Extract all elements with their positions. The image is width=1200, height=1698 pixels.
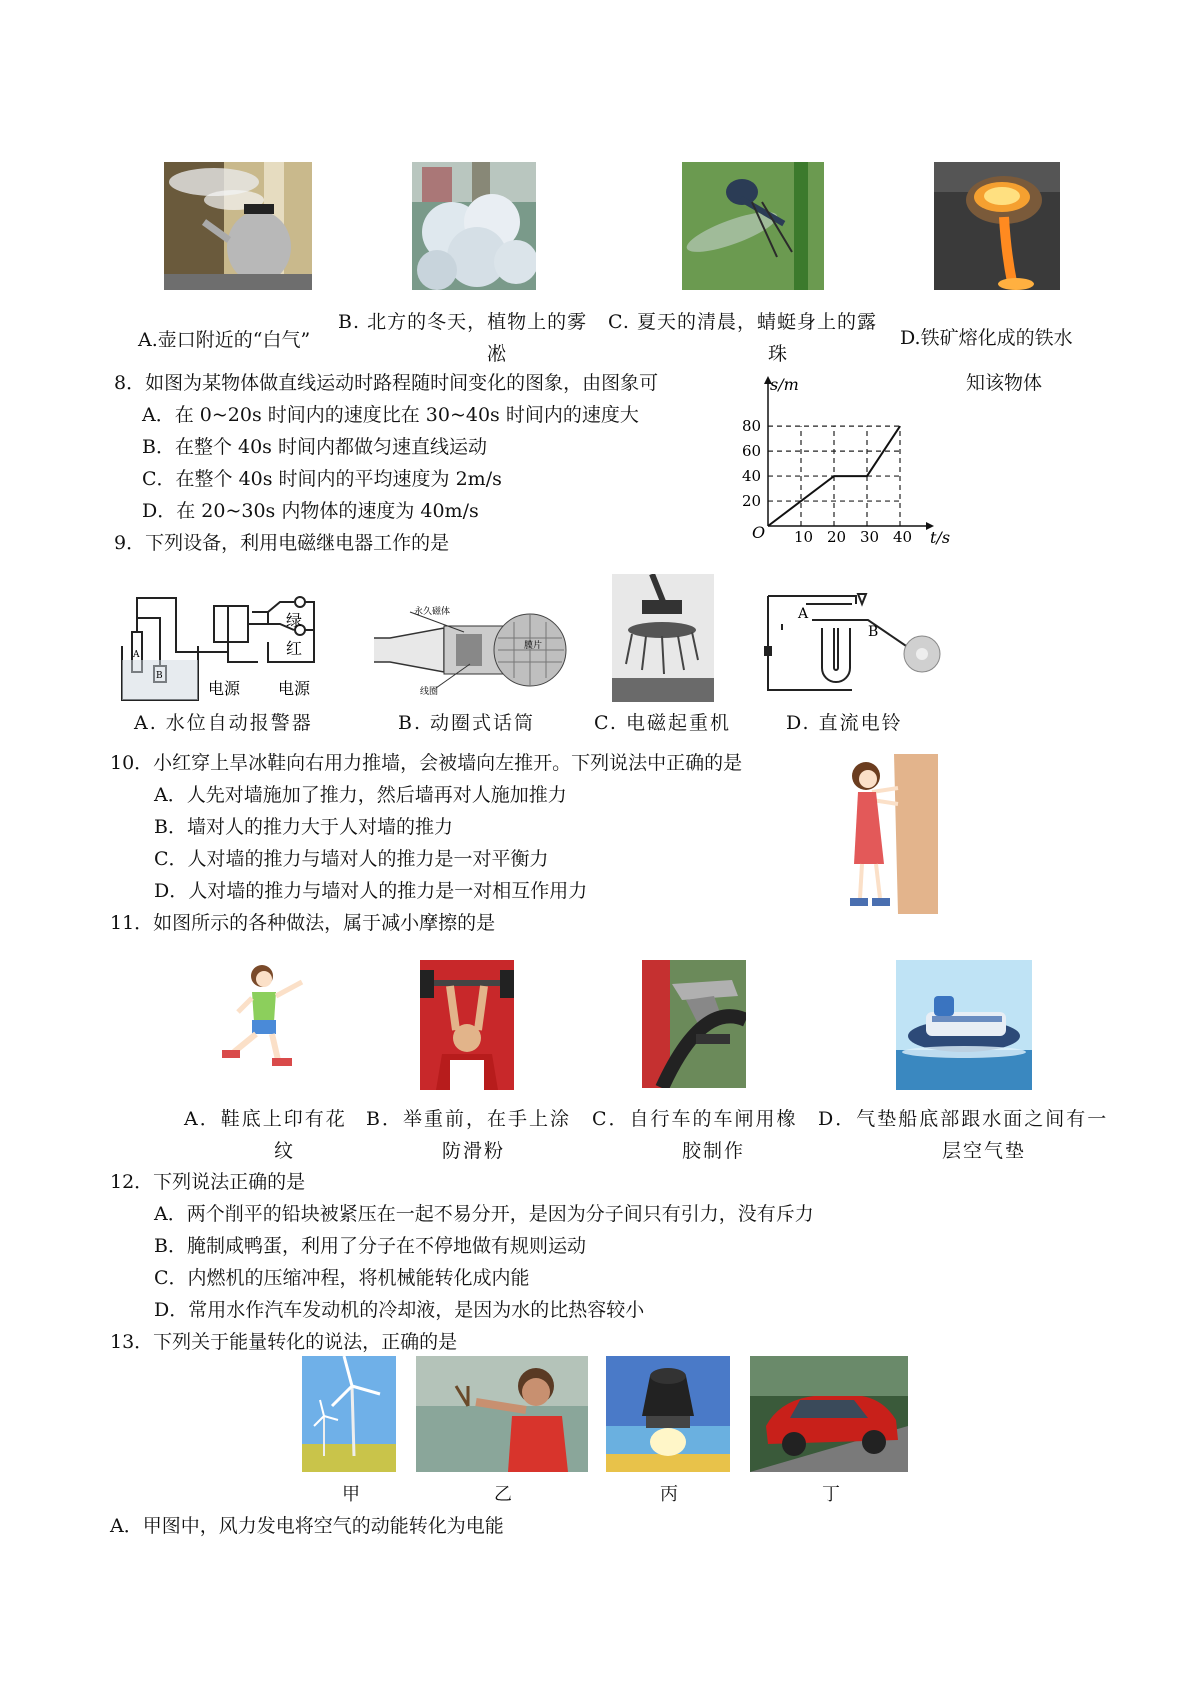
wind-turbine-photo <box>302 1356 396 1472</box>
q7-option-a <box>138 328 310 352</box>
chart-xtick-40: 40 <box>893 528 913 546</box>
q8-option-d: D．在 20~30s 内物体的速度为 40m/s <box>142 500 479 522</box>
q11-option-d-wrap: 层空气垫 <box>942 1140 1027 1162</box>
alarm-label-b: B <box>156 671 163 681</box>
chart-origin: O <box>752 523 766 542</box>
q11-option-b: B．举重前，在手上涂 <box>366 1108 571 1130</box>
q13-caption-ding: 丁 <box>822 1484 840 1505</box>
q11-option-b-wrap: 防滑粉 <box>442 1140 506 1162</box>
electric-bell-diagram <box>762 590 942 700</box>
q7-option-c-text: 夏天的清晨，蜻蜓身上的露 <box>636 311 877 333</box>
bicycle-brake-photo <box>642 960 746 1088</box>
q8-stem: 8．如图为某物体做直线运动时路程随时间变化的图象，由图象可 <box>114 372 659 394</box>
boy-slingshot-photo <box>416 1356 588 1472</box>
q10-option-c: C．人对墙的推力与墙对人的推力是一对平衡力 <box>154 848 549 870</box>
q7-option-b-text: 北方的冬天，植物上的雾 <box>367 311 588 333</box>
q12-option-b: B．腌制咸鸭蛋，利用了分子在不停地做有规则运动 <box>154 1235 586 1257</box>
q13-stem: 13．下列关于能量转化的说法，正确的是 <box>110 1331 458 1353</box>
q7-option-b-label: B. <box>338 311 361 333</box>
q12-stem: 12．下列说法正确的是 <box>110 1171 306 1193</box>
running-boy-illustration <box>210 960 322 1072</box>
chart-xtick-20: 20 <box>827 528 847 546</box>
q7-option-a-text: 壶口附近的“白气” <box>157 329 311 351</box>
alarm-label-red: 红 <box>286 639 303 658</box>
chart-ytick-20: 20 <box>742 492 762 511</box>
q12-option-a: A．两个削平的铅块被紧压在一起不易分开，是因为分子间只有引力，没有斥力 <box>154 1203 814 1225</box>
q11-option-a: A．鞋底上印有花 <box>184 1108 347 1130</box>
q11-option-d: D．气垫船底部跟水面之间有一 <box>818 1108 1109 1130</box>
bell-label-a: A <box>798 606 809 622</box>
q9-option-d: D. 直流电铃 <box>786 712 903 734</box>
alarm-label-a: A <box>133 650 140 660</box>
q12-option-c: C．内燃机的压缩冲程，将机械能转化成内能 <box>154 1267 530 1289</box>
q7-option-d-text: 铁矿熔化成的铁水 <box>920 327 1073 349</box>
q7-option-b <box>338 310 587 334</box>
q8-stem-tail: 知该物体 <box>966 372 1043 394</box>
q13-caption-bing: 丙 <box>660 1484 678 1505</box>
bell-label-b: B <box>868 624 879 640</box>
alarm-label-power1: 电源 <box>208 679 241 698</box>
chart-xlabel: t/s <box>930 528 951 546</box>
q10-option-b: B．墙对人的推力大于人对墙的推力 <box>154 816 453 838</box>
q7-option-c <box>608 310 877 334</box>
q9-option-c: C. 电磁起重机 <box>594 712 731 734</box>
q7-option-b-wrap: 凇 <box>487 343 507 365</box>
q7-option-c-label: C. <box>608 311 630 333</box>
q13-caption-jia: 甲 <box>342 1484 360 1505</box>
girl-pushing-wall-illustration <box>842 754 938 914</box>
chart-ytick-40: 40 <box>742 467 762 486</box>
q8-option-a: A．在 0~20s 时间内的速度比在 30~40s 时间内的速度大 <box>142 404 639 426</box>
q11-option-c: C．自行车的车闸用橡 <box>592 1108 798 1130</box>
kettle-steam-photo <box>164 162 312 290</box>
chart-xtick-10: 10 <box>794 528 814 546</box>
electromagnetic-crane-photo <box>612 574 714 702</box>
q10-option-d: D．人对墙的推力与墙对人的推力是一对相互作用力 <box>154 880 588 902</box>
chart-ytick-60: 60 <box>742 442 762 461</box>
chart-ytick-80: 80 <box>742 417 762 436</box>
mic-label-magnet: 永久磁体 <box>414 607 451 617</box>
mic-label-membrane: 膜片 <box>524 641 543 651</box>
q10-stem: 10．小红穿上旱冰鞋向右用力推墙，会被墙向左推开。下列说法中正确的是 <box>110 752 743 774</box>
q12-option-d: D．常用水作汽车发动机的冷却液，是因为水的比热容较小 <box>154 1299 645 1321</box>
alarm-label-power2: 电源 <box>278 679 311 698</box>
q13-caption-yi: 乙 <box>494 1484 512 1505</box>
frost-plant-photo <box>412 162 536 290</box>
q9-stem: 9．下列设备，利用电磁继电器工作的是 <box>114 532 450 554</box>
q13-option-a: A．甲图中，风力发电将空气的动能转化为电能 <box>110 1515 504 1537</box>
chart-xtick-30: 30 <box>860 528 880 546</box>
q11-stem: 11．如图所示的各种做法，属于减小摩擦的是 <box>110 912 496 934</box>
distance-time-chart <box>740 376 960 546</box>
dragonfly-dew-photo <box>682 162 824 290</box>
q9-option-b: B. 动圈式话筒 <box>398 712 536 734</box>
dynamic-microphone-diagram <box>374 602 570 698</box>
q7-option-c-wrap: 珠 <box>768 343 788 365</box>
rocket-launch-photo <box>606 1356 730 1472</box>
hovercraft-photo <box>896 960 1032 1090</box>
q9-option-a: A. 水位自动报警器 <box>134 712 313 734</box>
chart-ylabel: s/m <box>770 376 799 394</box>
mic-label-coil: 线圈 <box>420 687 439 697</box>
q10-option-a: A．人先对墙施加了推力，然后墙再对人施加推力 <box>154 784 567 806</box>
q11-option-a-wrap: 纹 <box>274 1140 294 1162</box>
molten-iron-photo <box>934 162 1060 290</box>
q7-option-d <box>900 326 1073 350</box>
alarm-label-green: 绿 <box>286 611 303 630</box>
q7-option-a-label: A. <box>138 329 158 351</box>
red-car-photo <box>750 1356 908 1472</box>
q8-option-b: B．在整个 40s 时间内都做匀速直线运动 <box>142 436 487 458</box>
q7-option-d-label: D. <box>900 327 921 349</box>
q8-option-c: C．在整个 40s 时间内的平均速度为 2m/s <box>142 468 502 490</box>
weightlifter-photo <box>420 960 514 1090</box>
q11-option-c-wrap: 胶制作 <box>682 1140 746 1162</box>
water-level-alarm-diagram <box>118 596 350 702</box>
